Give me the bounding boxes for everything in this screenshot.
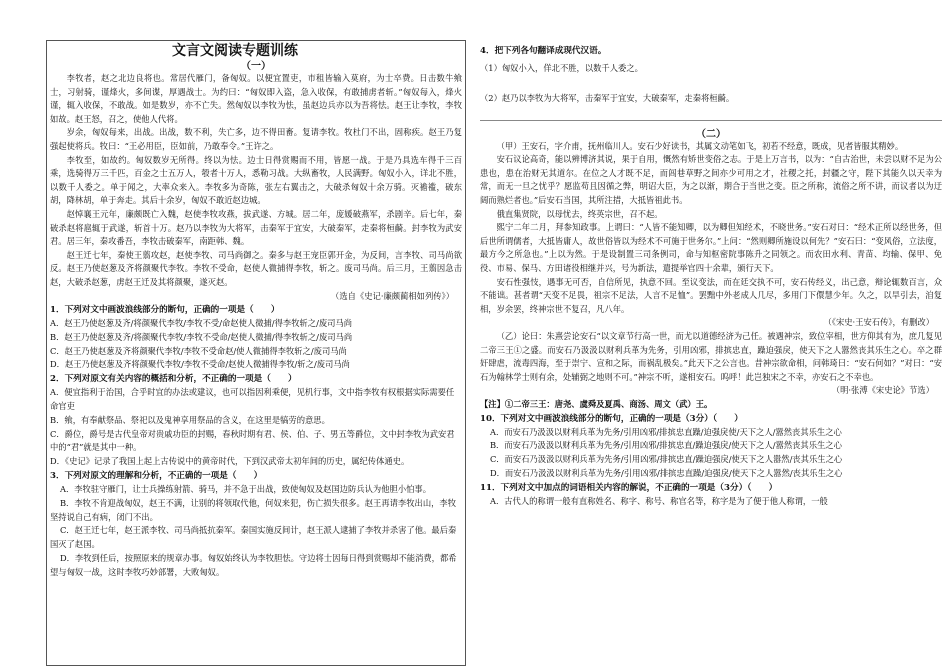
question-2-stem: 2．下列对原文有关内容的概括和分析，不正确的一项是（ ） — [50, 374, 297, 385]
question-3-option: B．李牧不肯迎战匈奴，赵王不满，让别的将领取代他，何奴来犯，伤亡损失很多。赵王再请李牧出山，李牧坚持说自己有病，闭门不出。 — [50, 497, 457, 522]
passage-paragraph: （乙）论曰：朱熹尝论安石“以文章节行高一世，而尤以道德经济为己任。被遇神宗，致位宰相，世方仰其有为，庶几复见二帝三王①之盛。而安石乃汲汲以财利兵革为先务，引用凶邪，排摈忠直，躁迫强戾，使天下之人嚣然丧其乐生之心。卒之群奸肆虐，流毒四海，至于崇宁、宣和之际，而祸乱极矣。”此天下之公言也。昔神宗欲命相，问韩琦曰：“安石何如？”对曰：“安石为翰林学士则有余，处辅弼之地则不可。”神宗不听，遂相安石。呜呼！此岂独宋之不幸，亦安石之不幸也。 — [480, 330, 942, 382]
passage-paragraph: 岁余，匈奴每来，出战。出战，数不利，失亡多，边不得田畜。复请李牧。牧杜门不出，固称疾。赵王乃复强起使将兵。牧曰：“王必用臣，臣如前，乃敢奉令。”王许之。 — [50, 127, 462, 151]
passage-paragraph: （甲）王安石，字介甫，抚州临川人。安石少好读书，其属文动笔如飞，初若不经意，既成，见者皆服其精妙。 — [496, 140, 904, 151]
question-1-option: B．赵王乃使赵葱及齐/将颜聚代李牧/李牧不受命/赵使人微捕/得李牧斩之/废司马尚 — [50, 331, 353, 342]
passage-source: （《宋史·王安石传》，有删改） — [823, 317, 934, 328]
question-4-item: （1）匈奴小入，佯北不胜，以数千人委之。 — [480, 63, 643, 73]
passage-paragraph: 赵王迁七年，秦使王翦攻赵，赵使李牧、司马尚御之。秦多与赵王宠臣郭开金，为反间，言李牧、司马尚欲反。赵王乃使赵葱及齐将颜聚代李牧。李牧不受命，赵使人微捕得李牧，斩之。废司马尚。后三月，王翦因急击赵，大破杀赵葱，虏赵王迁及其将颜聚，遂灭赵。 — [50, 249, 462, 287]
question-10-option: D．而安石乃汲汲以财利兵革为先务/引用凶邪/排摈忠直躁/迫强戾/使天下之人嚣然/丧其乐生之心 — [489, 468, 843, 479]
passage-paragraph: 李牧者，赵之北边良将也。常居代雁门，备匈奴。以便宜置吏，市租皆输入莫府，为士卒费。日击数牛飨士，习射骑，谨烽火，多间谍，厚遇战士。为约曰：“匈奴即入盗，急入收保，有敢捕虏者斩。”匈奴每入，烽火谨，辄入收保，不敢战。如是数岁，亦不亡失。然匈奴以李牧为怯，虽赵边兵亦以为吾将怯。赵王让李牧，李牧如故。赵王怒，召之，使他人代将。 — [50, 73, 462, 124]
question-2-option: D．《史记》记录了我国上起上古传说中的黄帝时代，下到汉武帝太初年间的历史，属纪传体通史。 — [50, 456, 410, 467]
left-column — [50, 57, 462, 580]
passage-paragraph: 熙宁二年二月，拜参知政事。上谓曰：“人皆不能知卿，以为卿但知经术，不晓世务。”安石对曰：“经术正所以经世务，但后世所谓儒者，大抵皆庸人，故世俗皆以为经术不可施于世务尔。”上问：“然则卿所施设以何先？”安石曰：“变风俗，立法度，最方今之所急也。”上以为然。于是设制置三司条例司，命与知枢密院事陈升之同领之。而农田水利、青苗、均输、保甲、免役、市易、保马、方田诸役相继并兴，号为新法，遣提举官四十余辈，颁行天下。 — [480, 222, 942, 273]
page-title: 文言文阅读专题训练 — [172, 43, 298, 59]
passage-paragraph: 李牧至，如故约。匈奴数岁无所得。终以为怯。边士日得赏赐而不用，皆愿一战。于是乃具选车得千三百乘，选骑得万三千匹，百金之士五万人，彀者十万人，悉勒习战。大纵畜牧，人民满野。匈奴小入，详北不胜，以数千人委之。单于闻之，大率众来入。李牧多为奇陈，张左右翼击之，大破杀匈奴十余万骑。灭襜褴，破东胡，降林胡，单于奔走。其后十余岁，匈奴不敢近赵边城。 — [50, 154, 462, 206]
passage-paragraph: 俄直集贤院，以母忧去，终英宗世，召不起。 — [496, 208, 663, 219]
passage-source: （明·张溥《宋史论》节选） — [831, 385, 934, 396]
question-1-stem: 1．下列对文中画波浪线部分的断句，正确的一项是（ ） — [50, 305, 280, 316]
question-11-option: A．古代人的称谓一般有直称姓名、称字、称号、称官名等，称字是为了便于他人称谓，一般 — [489, 495, 828, 506]
question-11-stem: 11．下列对文中加点的词语相关内容的解说，不正确的一项是（3分）（ ） — [480, 482, 778, 493]
question-3-option: D．李牧到任后，按照原来的规章办事。匈奴始终认为李牧胆怯。守边将士因每日得到赏赐却不能消费，都希望与匈奴一战，这时李牧巧妙部署，大败匈奴。 — [50, 553, 457, 577]
question-4-stem: 4．把下列各句翻译成现代汉语。 — [480, 46, 607, 56]
section-two-label: （二） — [696, 128, 726, 140]
question-3-option: A．李牧驻守雁门，让士兵操练射箭、骑马，并不急于出战，致使匈奴及赵国边防兵认为他胆小怕事。 — [59, 484, 432, 495]
question-2-option: A．便宜指利于治国，合乎时宜的办法或建议，也可以指因利乘便，见机行事，文中指李牧有权根据实际需要任命官吏 — [50, 387, 455, 412]
passage-paragraph: 安石性强忮，遇事无可否，自信所见，执意不回。至议变法，而在廷交执不可，安石传经义，出己意，辩论辄数百言，众不能诎。甚者谓“天变不足畏，祖宗不足法，人言不足恤”。罢黜中外老成人几尽，多用门下儇慧少年。久之，以旱引去，洎复相，岁余罢，终神宗世不复召，凡八年。 — [480, 276, 942, 314]
passage-paragraph: 赵悼襄王元年，廉颇既亡入魏，赵使李牧攻燕，拔武遂、方城。居二年，庞媛破燕军，杀剧辛。后七年，秦破杀赵将扈辄于武遂，斩首十万。赵乃以李牧为大将军，击秦军于宜安，大破秦军，走秦将桓齮。封李牧为武安君。居三年，秦攻番吾，李牧击破秦军，南距韩、魏。 — [50, 208, 462, 247]
question-10-option: C．而安石乃汲汲以财利兵革为先务/引用凶邪/排摈忠直/躁迫强戾/使天下之人嚣然/丧其乐生之心 — [489, 454, 843, 465]
passage-source: （选自《史记·廉颇蔺相如列传》） — [331, 290, 454, 301]
right-column — [480, 44, 942, 509]
question-3-stem: 3．下列对原文的理解和分析，不正确的一项是（ ） — [50, 471, 263, 482]
question-1-option: D．赵王乃使赵葱及齐将颜聚代李牧/李牧不受命/赵使人微捕得李牧/斩之/废司马尚 — [50, 359, 350, 370]
question-4-item: （2）赵乃以李牧为大将军，击秦军于宜安，大破秦军，走秦将桓齮。 — [480, 92, 735, 103]
question-2-option: C．爵位，爵号是古代皇帝对贵戚功臣的封赐，春秋时期有君、侯、伯、子、男五等爵位，文中封李牧为武安君中的“君”就是其中一种。 — [50, 428, 455, 453]
question-2-option: B．飨，有奉献祭品、祭祀以及鬼神享用祭品的含义，在这里是犒劳的意思。 — [50, 414, 330, 425]
question-1-option: A．赵王乃使赵葱及齐/将颜聚代李牧/李牧不受/命赵使人微捕/得李牧斩之/废司马尚 — [50, 318, 353, 329]
section-one-label: （一） — [241, 61, 271, 72]
divider — [480, 120, 942, 121]
footnote: 【注】①二帝三王：唐尧、虞舜及夏禹、商汤、周文（武）王。 — [480, 398, 713, 409]
question-3-option: C．赵王迁七年，赵王派李牧、司马尚抵抗秦军。秦国实施反间计，赵王派人逮捕了李牧并杀害了他。最后秦国灭了赵国。 — [50, 525, 457, 550]
question-10-stem: 10．下列对文中画波浪线部分的断句，正确的一项是（3分）（ ） — [480, 413, 743, 424]
question-10-option: A．而安石乃汲汲以财利兵革为先务/引用凶邪/排摈忠直躁/迫强戾使/天下之人/嚣然丧其乐生之心 — [489, 426, 842, 437]
question-10-option: B．而安石乃汲汲以财利兵革为先务/引用凶邪/排摈忠直/躁迫强戾/使天下之人/嚣然丧其乐生之心 — [489, 440, 842, 451]
question-1-option: C．赵王乃使赵葱及齐将颜聚代李牧/李牧不受命赵/使人微捕得李牧斩之/废司马尚 — [50, 345, 347, 356]
passage-paragraph: 安石议论高奇，能以辨博济其说，果于自用，慨然有矫世变俗之志。于是上万言书，以为：“自古治世，未尝以财不足为公患也，患在治财无其道尔。在位之人才既不足，而闾巷草野之间亦少可用之才，社稷之托，封疆之守，陛下其能久以天幸为常，而无一旦之忧乎？愿监苟且因循之弊，明诏大臣，为之以渐，期合于当世之变。臣之所称，流俗之所不讲，而议者以为迂阔而熟烂者也。”后安石当国，其所注措，大抵皆祖此书。 — [480, 154, 942, 205]
